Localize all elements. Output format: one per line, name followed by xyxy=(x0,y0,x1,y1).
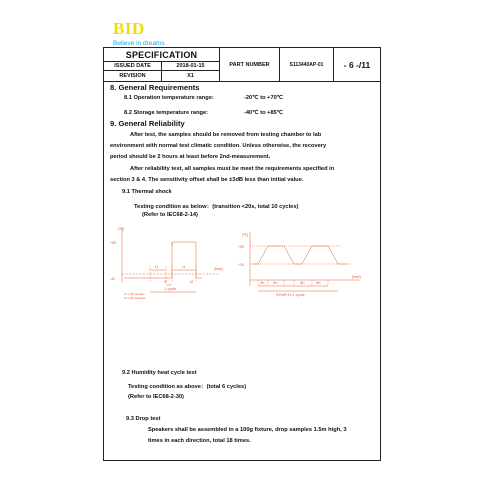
storage-temp-value: -40℃ to +85℃ xyxy=(244,110,284,116)
diagram1-y-unit: [℃] xyxy=(118,227,124,231)
operation-temp-label: 8.1 Operation temperature range: xyxy=(124,95,214,101)
humidity-cycle-diagram xyxy=(232,228,372,298)
diagram2-x-unit: [time] xyxy=(352,275,361,279)
paragraph-1-line-2: environment with normal test climatic condition. Unless otherwise, the recovery xyxy=(110,143,327,149)
diagram1-t2b: t2 xyxy=(190,279,194,284)
section-9-heading: 9. General Reliability xyxy=(110,119,185,128)
thermal-shock-condition: Testing condition as below：(transition <20s, total 10 cycles) xyxy=(134,204,299,210)
paragraph-1-line-1: After test, the samples should be removed from testing chamber to lab xyxy=(130,132,322,138)
diagram2-cycle: 93%R.H-1 cycle xyxy=(276,292,305,297)
humidity-test-title: 9.2 Humidity heat cycle test xyxy=(122,370,197,376)
issued-date-label: ISSUED DATE xyxy=(104,62,162,71)
thermal-shock-reference: (Refer to IEC68-2-14) xyxy=(142,212,198,218)
diagram2-lo-label: +25 xyxy=(238,263,244,267)
diagram2-seg3: 3h xyxy=(300,280,305,285)
diagram1-x-unit: [time] xyxy=(214,267,223,271)
diagram1-note2: t2 = 20 seconds xyxy=(124,296,146,300)
diagram1-note1: t1 = 30 minutes xyxy=(124,292,145,296)
paragraph-1-line-3: period should be 2 hours at least before 2nd-measurement. xyxy=(110,154,271,160)
diagram1-lo-label: -40 xyxy=(110,277,116,281)
operation-temp-value: -20℃ to +70℃ xyxy=(244,95,284,101)
drop-test-line-1: Speakers shall be assembled in a 100g fixture, drop samples 1.5m high, 3 xyxy=(148,427,347,433)
diagram1-cycle: 1 cycle xyxy=(164,286,177,291)
part-number-label: PART NUMBER xyxy=(220,48,280,81)
paragraph-2-line-1: After reliability test, all samples must be meet the requirements specified in xyxy=(130,166,335,172)
revision-label: REVISION xyxy=(104,71,162,81)
diagram1-t2a: t2 xyxy=(164,279,168,284)
diagram1-t1a: t1 xyxy=(155,264,159,269)
diagram2-y-unit: [℃] xyxy=(242,233,248,237)
issued-date-value: 2018-01-15 xyxy=(162,62,220,71)
part-number-value: S113440AP-01 xyxy=(280,48,334,81)
page-number: - 6 -/11 xyxy=(343,59,371,70)
revision-value: X1 xyxy=(162,71,220,81)
spec-title: SPECIFICATION xyxy=(104,48,220,62)
diagram2-seg4: 9h xyxy=(316,280,321,285)
logo-text: BID xyxy=(113,19,145,38)
document-frame xyxy=(103,47,381,461)
spec-header-table xyxy=(104,48,380,82)
diagram1-t1b: t1 xyxy=(182,264,186,269)
diagram2-seg2: 9h xyxy=(273,280,278,285)
diagram2-seg1: 3h xyxy=(260,280,265,285)
paragraph-2-line-2: section 3 & 4. The sensitivity offset shall be ±3dB less than initial value. xyxy=(110,177,304,183)
diagram2-hi-label: +55 xyxy=(238,245,244,249)
section-8-heading: 8. General Requirements xyxy=(110,83,200,92)
drop-test-title: 9.3 Drop test xyxy=(126,416,161,422)
drop-test-line-2: times in each direction, total 18 times. xyxy=(148,438,251,444)
humidity-test-condition: Testing condition as above：(total 6 cycles) xyxy=(128,384,247,390)
logo-tagline: Believe in dreams xyxy=(113,40,165,47)
humidity-test-reference: (Refer to IEC68-2-30) xyxy=(128,394,184,400)
diagram1-hi-label: +85 xyxy=(110,241,116,245)
thermal-shock-title: 9.1 Thermal shock xyxy=(122,189,172,195)
storage-temp-label: 8.2 Storage temperature range: xyxy=(124,110,209,116)
thermal-shock-diagram xyxy=(110,222,230,300)
